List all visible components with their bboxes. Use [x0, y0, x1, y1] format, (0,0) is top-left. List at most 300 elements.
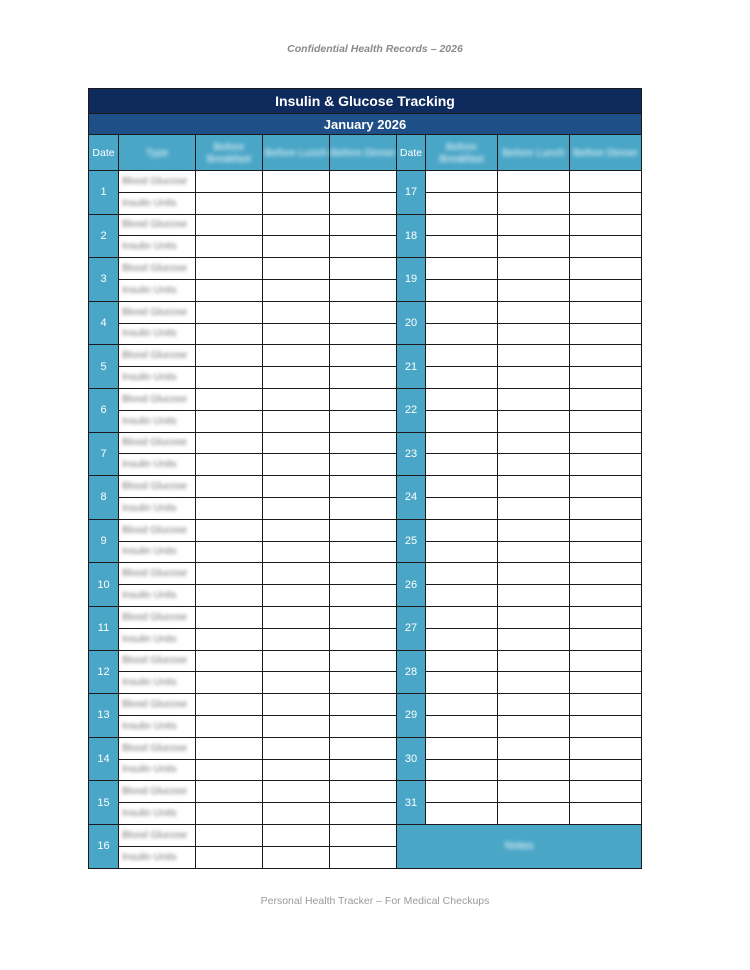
reading-cell[interactable]: [196, 367, 263, 389]
reading-cell[interactable]: [196, 410, 263, 432]
day-number: 10: [89, 563, 119, 607]
reading-cell[interactable]: [330, 781, 397, 803]
row-type-label: [119, 628, 196, 650]
row-type-label: [119, 541, 196, 563]
reading-cell[interactable]: [263, 236, 330, 258]
reading-cell[interactable]: [426, 171, 498, 193]
reading-cell[interactable]: [498, 759, 570, 781]
reading-cell[interactable]: [263, 258, 330, 280]
table-row: [89, 410, 642, 432]
day-number: 14: [89, 737, 119, 781]
reading-cell[interactable]: [426, 759, 498, 781]
reading-cell[interactable]: [498, 345, 570, 367]
reading-cell[interactable]: [426, 737, 498, 759]
day-number: 19: [397, 258, 426, 302]
reading-cell[interactable]: [426, 585, 498, 607]
reading-cell[interactable]: [426, 301, 498, 323]
reading-cell[interactable]: [196, 388, 263, 410]
reading-cell[interactable]: [570, 737, 642, 759]
row-type-text: Insulin Units: [122, 633, 177, 645]
reading-cell[interactable]: [570, 454, 642, 476]
reading-cell[interactable]: [498, 367, 570, 389]
row-type-text: Insulin Units: [122, 851, 177, 863]
table-row: [89, 497, 642, 519]
reading-cell[interactable]: [426, 214, 498, 236]
row-type-text: Blood Glucose: [122, 524, 188, 536]
row-type-label: [119, 301, 196, 323]
reading-cell[interactable]: [263, 432, 330, 454]
day-number: 6: [89, 388, 119, 432]
reading-cell[interactable]: [570, 803, 642, 825]
reading-cell[interactable]: [330, 236, 397, 258]
table-row: [89, 454, 642, 476]
row-type-text: Blood Glucose: [122, 263, 188, 275]
day-number: 31: [397, 781, 426, 825]
reading-cell[interactable]: [196, 454, 263, 476]
document-header-note: Confidential Health Records – 2026: [287, 43, 463, 55]
reading-cell[interactable]: [426, 323, 498, 345]
reading-cell[interactable]: [330, 367, 397, 389]
reading-cell[interactable]: [330, 171, 397, 193]
row-type-label: [119, 323, 196, 345]
row-type-label: [119, 759, 196, 781]
reading-cell[interactable]: [570, 236, 642, 258]
row-type-text: Insulin Units: [122, 590, 177, 602]
row-type-text: Insulin Units: [122, 677, 177, 689]
reading-cell[interactable]: [426, 454, 498, 476]
reading-cell[interactable]: [426, 672, 498, 694]
reading-cell[interactable]: [196, 541, 263, 563]
reading-cell[interactable]: [196, 258, 263, 280]
row-type-text: Blood Glucose: [122, 350, 188, 362]
reading-cell[interactable]: [570, 345, 642, 367]
reading-cell[interactable]: [263, 650, 330, 672]
reading-cell[interactable]: [426, 192, 498, 214]
reading-cell[interactable]: [196, 236, 263, 258]
reading-cell[interactable]: [263, 781, 330, 803]
row-type-label: [119, 345, 196, 367]
reading-cell[interactable]: [426, 497, 498, 519]
reading-cell[interactable]: [196, 715, 263, 737]
reading-cell[interactable]: [330, 585, 397, 607]
reading-cell[interactable]: [330, 519, 397, 541]
reading-cell[interactable]: [498, 388, 570, 410]
reading-cell[interactable]: [196, 585, 263, 607]
row-type-label: [119, 737, 196, 759]
reading-cell[interactable]: [330, 541, 397, 563]
day-number: 7: [89, 432, 119, 476]
reading-cell[interactable]: [426, 628, 498, 650]
reading-cell[interactable]: [426, 432, 498, 454]
reading-cell[interactable]: [196, 192, 263, 214]
reading-cell[interactable]: [263, 606, 330, 628]
day-number: 28: [397, 650, 426, 694]
reading-cell[interactable]: [570, 650, 642, 672]
col-header-date-right: Date: [397, 135, 426, 171]
reading-cell[interactable]: [330, 846, 397, 868]
table-row: [89, 171, 642, 193]
reading-cell[interactable]: [263, 563, 330, 585]
reading-cell[interactable]: [498, 410, 570, 432]
reading-cell[interactable]: [330, 432, 397, 454]
row-type-text: Insulin Units: [122, 328, 177, 340]
reading-cell[interactable]: [196, 563, 263, 585]
reading-cell[interactable]: [196, 803, 263, 825]
reading-cell[interactable]: [570, 781, 642, 803]
row-type-text: Blood Glucose: [122, 568, 188, 580]
table-row: [89, 301, 642, 323]
table-row: [89, 606, 642, 628]
table-row: [89, 737, 642, 759]
table-row: [89, 715, 642, 737]
row-type-text: Blood Glucose: [122, 481, 188, 493]
reading-cell[interactable]: [498, 781, 570, 803]
reading-cell[interactable]: [330, 759, 397, 781]
reading-cell[interactable]: [196, 846, 263, 868]
reading-cell[interactable]: [570, 388, 642, 410]
table-row: [89, 694, 642, 716]
reading-cell[interactable]: [570, 476, 642, 498]
table-row: [89, 236, 642, 258]
table-row: [89, 476, 642, 498]
row-type-text: Insulin Units: [122, 415, 177, 427]
insulin-glucose-table: [88, 88, 642, 869]
reading-cell[interactable]: [196, 171, 263, 193]
row-type-text: Blood Glucose: [122, 437, 188, 449]
table-row: [89, 628, 642, 650]
day-number: 29: [397, 694, 426, 738]
reading-cell[interactable]: [330, 606, 397, 628]
col-header-before-breakfast-right: Before Breakfast: [426, 135, 498, 171]
row-type-label: [119, 519, 196, 541]
reading-cell[interactable]: [570, 214, 642, 236]
row-type-label: [119, 476, 196, 498]
reading-cell[interactable]: [498, 301, 570, 323]
reading-cell[interactable]: [570, 410, 642, 432]
reading-cell[interactable]: [330, 301, 397, 323]
row-type-text: Insulin Units: [122, 720, 177, 732]
reading-cell[interactable]: [330, 192, 397, 214]
day-number: 25: [397, 519, 426, 563]
day-number: 15: [89, 781, 119, 825]
col-header-before-lunch-right: Before Lunch: [498, 135, 570, 171]
row-type-label: [119, 258, 196, 280]
table-row: [89, 192, 642, 214]
reading-cell[interactable]: [330, 497, 397, 519]
reading-cell[interactable]: [498, 454, 570, 476]
table-row: [89, 519, 642, 541]
table-row: [89, 563, 642, 585]
reading-cell[interactable]: [196, 519, 263, 541]
reading-cell[interactable]: [330, 214, 397, 236]
reading-cell[interactable]: [570, 323, 642, 345]
reading-cell[interactable]: [498, 672, 570, 694]
row-type-text: Blood Glucose: [122, 306, 188, 318]
reading-cell[interactable]: [570, 585, 642, 607]
reading-cell[interactable]: [570, 258, 642, 280]
reading-cell[interactable]: [330, 650, 397, 672]
reading-cell[interactable]: [426, 388, 498, 410]
table-row: [89, 541, 642, 563]
reading-cell[interactable]: [263, 192, 330, 214]
row-type-text: Blood Glucose: [122, 829, 188, 841]
reading-cell[interactable]: [570, 279, 642, 301]
reading-cell[interactable]: [263, 388, 330, 410]
row-type-label: [119, 585, 196, 607]
reading-cell[interactable]: [196, 628, 263, 650]
reading-cell[interactable]: [498, 258, 570, 280]
table-row: [89, 672, 642, 694]
reading-cell[interactable]: [426, 781, 498, 803]
reading-cell[interactable]: [263, 694, 330, 716]
table-row: [89, 650, 642, 672]
reading-cell[interactable]: [498, 737, 570, 759]
reading-cell[interactable]: [570, 715, 642, 737]
reading-cell[interactable]: [426, 803, 498, 825]
reading-cell[interactable]: [263, 585, 330, 607]
reading-cell[interactable]: [263, 476, 330, 498]
reading-cell[interactable]: [498, 279, 570, 301]
reading-cell[interactable]: [330, 737, 397, 759]
reading-cell[interactable]: [196, 759, 263, 781]
reading-cell[interactable]: [498, 563, 570, 585]
reading-cell[interactable]: [263, 323, 330, 345]
reading-cell[interactable]: [330, 563, 397, 585]
reading-cell[interactable]: [426, 541, 498, 563]
reading-cell[interactable]: [498, 323, 570, 345]
row-type-label: [119, 388, 196, 410]
reading-cell[interactable]: [330, 803, 397, 825]
reading-cell[interactable]: [330, 476, 397, 498]
row-type-label: [119, 171, 196, 193]
reading-cell[interactable]: [498, 628, 570, 650]
row-type-text: Blood Glucose: [122, 219, 188, 231]
reading-cell[interactable]: [263, 345, 330, 367]
reading-cell[interactable]: [498, 585, 570, 607]
reading-cell[interactable]: [330, 279, 397, 301]
summary-label: Notes: [504, 840, 534, 853]
reading-cell[interactable]: [263, 454, 330, 476]
reading-cell[interactable]: [263, 715, 330, 737]
reading-cell[interactable]: [330, 715, 397, 737]
row-type-text: Blood Glucose: [122, 175, 188, 187]
row-type-text: Blood Glucose: [122, 655, 188, 667]
reading-cell[interactable]: [570, 171, 642, 193]
reading-cell[interactable]: [263, 628, 330, 650]
reading-cell[interactable]: [498, 715, 570, 737]
row-type-label: [119, 672, 196, 694]
reading-cell[interactable]: [570, 759, 642, 781]
row-type-text: Insulin Units: [122, 197, 177, 209]
table-row: [89, 803, 642, 825]
reading-cell[interactable]: [263, 541, 330, 563]
reading-cell[interactable]: [426, 345, 498, 367]
table-row: [89, 345, 642, 367]
row-type-label: [119, 803, 196, 825]
reading-cell[interactable]: [196, 694, 263, 716]
reading-cell[interactable]: [498, 541, 570, 563]
reading-cell[interactable]: [498, 803, 570, 825]
row-type-text: Insulin Units: [122, 502, 177, 514]
row-type-label: [119, 367, 196, 389]
reading-cell[interactable]: [196, 606, 263, 628]
reading-cell[interactable]: [426, 715, 498, 737]
reading-cell[interactable]: [498, 192, 570, 214]
day-number: 9: [89, 519, 119, 563]
table-row: [89, 759, 642, 781]
row-type-label: [119, 781, 196, 803]
col-header-before-dinner: Before Dinner: [330, 135, 397, 171]
row-type-text: Insulin Units: [122, 808, 177, 819]
day-number: 13: [89, 694, 119, 738]
reading-cell[interactable]: [426, 410, 498, 432]
reading-cell[interactable]: [330, 388, 397, 410]
row-type-label: [119, 214, 196, 236]
table-row: [89, 367, 642, 389]
reading-cell[interactable]: [196, 476, 263, 498]
table-row: [89, 781, 642, 803]
table-month: January 2026: [89, 114, 642, 135]
reading-cell[interactable]: [263, 497, 330, 519]
reading-cell[interactable]: [570, 519, 642, 541]
reading-cell[interactable]: [330, 454, 397, 476]
reading-cell[interactable]: [263, 737, 330, 759]
day-number: 30: [397, 737, 426, 781]
reading-cell[interactable]: [426, 563, 498, 585]
col-header-before-lunch: Before Lunch: [263, 135, 330, 171]
table-row: [89, 258, 642, 280]
reading-cell[interactable]: [196, 301, 263, 323]
reading-cell[interactable]: [498, 519, 570, 541]
row-type-label: [119, 694, 196, 716]
reading-cell[interactable]: [330, 824, 397, 846]
document-footer-note: Personal Health Tracker – For Medical Checkups: [260, 895, 490, 907]
reading-cell[interactable]: [196, 345, 263, 367]
reading-cell[interactable]: [498, 432, 570, 454]
reading-cell[interactable]: [263, 301, 330, 323]
reading-cell[interactable]: [498, 650, 570, 672]
table-title: Insulin & Glucose Tracking: [89, 89, 642, 114]
reading-cell[interactable]: [263, 171, 330, 193]
reading-cell[interactable]: [263, 824, 330, 846]
reading-cell[interactable]: [498, 606, 570, 628]
summary-block: [397, 824, 642, 868]
reading-cell[interactable]: [263, 519, 330, 541]
reading-cell[interactable]: [570, 367, 642, 389]
reading-cell[interactable]: [426, 258, 498, 280]
row-type-text: Blood Glucose: [122, 393, 188, 405]
reading-cell[interactable]: [263, 759, 330, 781]
reading-cell[interactable]: [570, 301, 642, 323]
reading-cell[interactable]: [426, 476, 498, 498]
reading-cell[interactable]: [426, 236, 498, 258]
reading-cell[interactable]: [498, 694, 570, 716]
reading-cell[interactable]: [330, 323, 397, 345]
reading-cell[interactable]: [570, 628, 642, 650]
reading-cell[interactable]: [263, 846, 330, 868]
reading-cell[interactable]: [196, 497, 263, 519]
reading-cell[interactable]: [196, 214, 263, 236]
reading-cell[interactable]: [570, 694, 642, 716]
row-type-text: Blood Glucose: [122, 742, 188, 754]
reading-cell[interactable]: [196, 650, 263, 672]
day-number: 8: [89, 476, 119, 520]
day-number: 12: [89, 650, 119, 694]
reading-cell[interactable]: [426, 367, 498, 389]
reading-cell[interactable]: [263, 803, 330, 825]
reading-cell[interactable]: [570, 606, 642, 628]
reading-cell[interactable]: [570, 672, 642, 694]
reading-cell[interactable]: [330, 345, 397, 367]
table-row: [89, 585, 642, 607]
row-type-label: [119, 192, 196, 214]
row-type-text: Blood Glucose: [122, 699, 188, 711]
reading-cell[interactable]: [263, 214, 330, 236]
reading-cell[interactable]: [426, 650, 498, 672]
row-type-text: Insulin Units: [122, 764, 177, 776]
reading-cell[interactable]: [570, 497, 642, 519]
table-row: [89, 279, 642, 301]
reading-cell[interactable]: [426, 606, 498, 628]
day-number: 16: [89, 824, 119, 868]
row-type-label: [119, 432, 196, 454]
reading-cell[interactable]: [570, 541, 642, 563]
day-number: 22: [397, 388, 426, 432]
reading-cell[interactable]: [498, 171, 570, 193]
reading-cell[interactable]: [330, 410, 397, 432]
row-type-text: Insulin Units: [122, 372, 177, 384]
reading-cell[interactable]: [498, 236, 570, 258]
reading-cell[interactable]: [498, 476, 570, 498]
row-type-text: Blood Glucose: [122, 611, 188, 623]
reading-cell[interactable]: [570, 563, 642, 585]
row-type-label: [119, 497, 196, 519]
reading-cell[interactable]: [196, 824, 263, 846]
reading-cell[interactable]: [498, 214, 570, 236]
reading-cell[interactable]: [263, 410, 330, 432]
day-number: 2: [89, 214, 119, 258]
reading-cell[interactable]: [196, 432, 263, 454]
reading-cell[interactable]: [570, 432, 642, 454]
day-number: 24: [397, 476, 426, 520]
row-type-text: Blood Glucose: [122, 786, 188, 798]
col-header-date: Date: [89, 135, 119, 171]
reading-cell[interactable]: [263, 279, 330, 301]
reading-cell[interactable]: [330, 258, 397, 280]
day-number: 21: [397, 345, 426, 389]
reading-cell[interactable]: [196, 323, 263, 345]
reading-cell[interactable]: [196, 737, 263, 759]
reading-cell[interactable]: [426, 519, 498, 541]
reading-cell[interactable]: [196, 672, 263, 694]
reading-cell[interactable]: [196, 781, 263, 803]
reading-cell[interactable]: [498, 497, 570, 519]
reading-cell[interactable]: [263, 367, 330, 389]
day-number: 27: [397, 606, 426, 650]
reading-cell[interactable]: [196, 279, 263, 301]
row-type-text: Insulin Units: [122, 546, 177, 558]
day-number: 3: [89, 258, 119, 302]
row-type-text: Insulin Units: [122, 241, 177, 253]
reading-cell[interactable]: [570, 192, 642, 214]
reading-cell[interactable]: [330, 672, 397, 694]
reading-cell[interactable]: [330, 628, 397, 650]
reading-cell[interactable]: [426, 694, 498, 716]
reading-cell[interactable]: [330, 694, 397, 716]
reading-cell[interactable]: [263, 672, 330, 694]
reading-cell[interactable]: [426, 279, 498, 301]
row-type-label: [119, 454, 196, 476]
